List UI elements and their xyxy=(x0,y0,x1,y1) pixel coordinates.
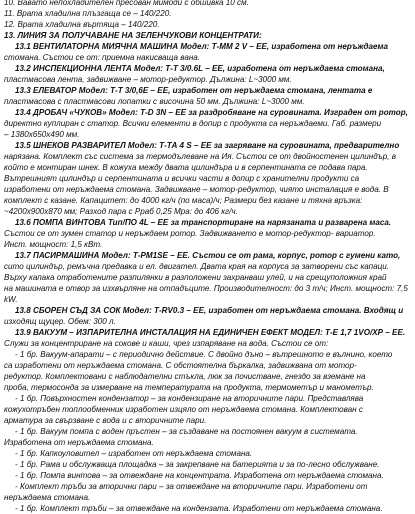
document-line: изходящ щуцер. Обем: 300 л. xyxy=(4,317,116,326)
document-line: - 1 бр. Комплект тръби – за отвеждане на кондензата. Изработени от неръждаема стомана. xyxy=(15,504,383,513)
document-line: който е монтиран шнек. В кожуха между двата цилиндъра и в серпентината се подава пара. xyxy=(4,163,368,172)
document-line: - 1 бр. Рама и обслужваща площадка – за закрепване на батерията и за по-лесно обслужване. xyxy=(15,460,380,469)
document-line: 13.3 ЕЛЕВАТОР Модел: Т-Т 3/0,6Е – ЕЕ, изработен от неръждаема стомана, лентата е xyxy=(15,86,373,95)
document-line: - 1 бр. Вакуум-апарати – с периодично действие. С двойно дъно – вътрешното е вълнино, което xyxy=(15,350,393,359)
document-line: Върху капака отработените разпилянки в разположени захранваш улей, и на срещуположния край xyxy=(4,273,387,282)
document-line: комплект с казане. Капацитет: до 4000 кг/ч (по маса)/ч; Размери без казане и тяхна връзка: xyxy=(4,196,363,205)
document-line: 13. ЛИНИЯ ЗА ПОЛУЧАВАНЕ НА ЗЕЛЕНЧУКОВИ КОНЦЕНТРАТИ: xyxy=(4,31,262,40)
document-line: - 1 бр. Капкоуловител – изработен от неръждаема стомана. xyxy=(15,449,253,458)
document-line: 13.5 ШНЕКОВ РАЗВАРИТЕЛ Модел: Т-ТА 4 S – ЕЕ за загряване на суровината, предварително xyxy=(15,141,400,150)
document-line: 13.8 СБОРЕН СЪД ЗА СОК Модел: Т-RV0.3 – ЕЕ, изработен от неръждаема стомана. Входящ и xyxy=(15,306,404,315)
document-line: 12. Врата хладилна въртяща – 140/220. xyxy=(4,20,160,29)
document-line: 13.2 ИНСПЕКЦИОННА ЛЕНТА Модел: Т-Т 3/0.6L – ЕЕ, изработена от неръждаема стомана, xyxy=(15,64,385,73)
document-text-body xyxy=(4,0,411,514)
document-line: Вътрешният цилиндър и серпентината и всички части в допир с хранителни продукти са xyxy=(4,174,360,183)
document-line: сито цилиндър, ремъчна предавка и ел. двигател. Двата края на корпуса за затворени със капаци. xyxy=(4,262,390,271)
document-line: пластмасова лента, задвижване – мотор-редуктор. Дължина: L~3000 мм. xyxy=(4,75,292,84)
document-line: – 1380х650х490 мм. xyxy=(4,130,80,139)
document-line: ~4200х900х870 мм; Разход пара с Рраб 0,25 Мра: до 406 кг/ч. xyxy=(4,207,238,216)
document-line: 13.7 ПАСИРМАШИНА Модел: Т-РМ1SE – ЕЕ. Състои се от рама, корпус, ротор с гумени като, xyxy=(15,251,401,260)
document-line: проба, термосонда за измерване на температурата на продукта, термометър и манометър. xyxy=(4,383,374,392)
document-line: Инст. мощност: 1,5 кВт. xyxy=(4,240,103,249)
document-line: са изработени от неръждаема стомана. С обстоятелна бъркалка, задвижвана от мотор- xyxy=(4,361,357,370)
document-line: - 1 бр. Помпа винтова – за отвеждане на концентрата. Изработена от неръждаема стомана. xyxy=(15,471,384,480)
document-line: редуктор. Комплектовани с наблюдателни стъкла, люк за почистване, гнездо за вземане на xyxy=(4,372,366,381)
document-line: кожухотръбен топлообменник изработен изцяло от неръждаема стомана. Комплектован с xyxy=(4,405,363,414)
document-line: изработени от неръждаема стомана. Задвижване – мотор-редуктор, чиято инсталация е вода. В xyxy=(4,185,389,194)
document-line: на машината е отвор за изхвърляне на отпадъците. Производителност: до 3 т/ч; Инст. мощност: 7,5 xyxy=(4,284,408,293)
document-line: 13.6 ПОМПА ВИНТОВА Тип/ПО 4L – ЕЕ за транспортиране на нарязаната и разварена маса. xyxy=(15,218,392,227)
document-line: 13.4 ДРОБАЧ «ЧУКОВ» Модел: Т-D 3N – ЕЕ за раздробяване на суровината. Изграден от ротор, xyxy=(15,108,408,117)
document-line: пластмасова с пластмасови лопатки с височина 50 мм. Дължина: L~3000 мм. xyxy=(4,97,305,106)
document-line: нарязана. Комплект със система за термодълеване на Ия. Състои се от двойностенен цилиндър, в xyxy=(4,152,396,161)
document-line: 13.1 ВЕНТИЛАТОРНА МИЯЧНА МАШИНА Модел: Т-ММ 2 V – ЕЕ, изработена от неръждаема xyxy=(15,42,389,51)
document-line: Състои се от зумен статор и неръждаем ротор. Задвижването е мотор-редуктор- вариатор. xyxy=(4,229,376,238)
document-line: арматура за свързване с вода и с вторичните пари. xyxy=(4,416,207,425)
document-line: - Комплект тръби за вторични пари – за отвеждане на вторичните пари. Изработени от xyxy=(15,482,368,491)
document-line: kW. xyxy=(4,295,18,304)
document-line: Служи за концентриране на сокове и каши, чрез изпаряване на вода. Състои се от: xyxy=(4,339,329,348)
document-line: неръждаема стомана. xyxy=(4,493,91,502)
document-line: - 1 бр. Повърхностен кондензатор – за кондензиране на вторичните пари. Представлява xyxy=(15,394,364,403)
document-line: 10. Вавато непохладителен пресован мимоди с обшивка 10 см. xyxy=(4,0,249,7)
document-line: 11. Врата хладилна плъзгаща се – 140/220. xyxy=(4,9,172,18)
document-line: Изработена от неръждаема стомана. xyxy=(4,438,154,447)
document-line: 13.9 ВАКУУМ – ИЗПАРИТЕЛНА ИНСТАЛАЦИЯ НА ЕДИНИЧЕН ЕФЕКТ МОДЕЛ: Т-Е 1,7 1VO/ХР – ЕЕ. xyxy=(15,328,406,337)
document-line: директно куплиран с статор. Всички елементи в допир с продукта са неръждаеми. Габ. размери xyxy=(4,119,382,128)
document-line: стомана. Състои се от: приемна накисваща вана. xyxy=(4,53,201,62)
document-line: - 1 бр. Вакуум помпа с воден пръстен – за създаване на постоянен вакуум в системата. xyxy=(15,427,358,436)
